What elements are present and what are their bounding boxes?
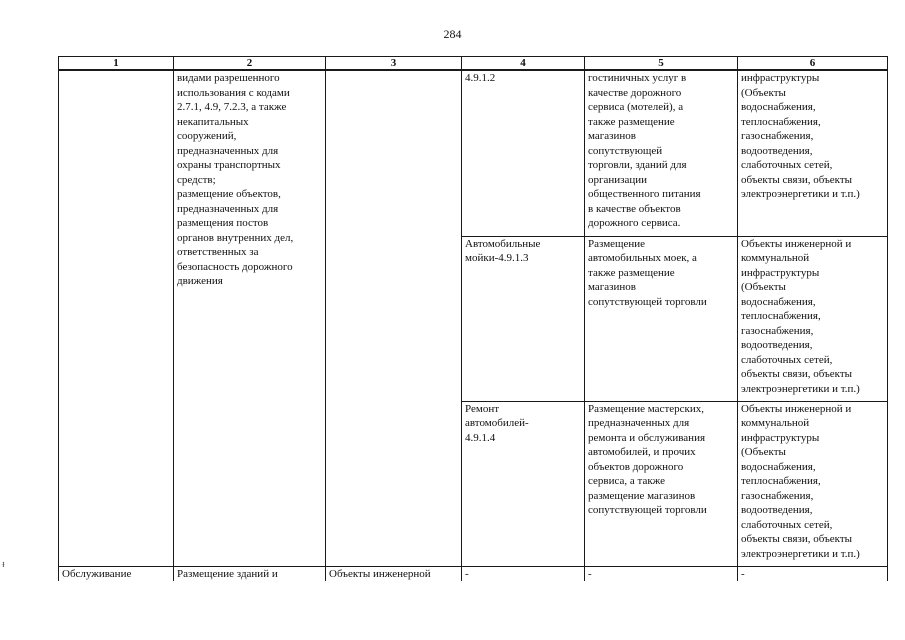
table-row (59, 566, 888, 581)
cell-restrictions: - (738, 566, 888, 581)
cell-use-description: гостиничных услуг в качестве дорожного сервиса (мотелей), а также размещение магазинов сопутствующей торговли, зданий для организации общественного питания в качестве объектов дорожного сервиса. (585, 70, 738, 236)
column-header-2: 2 (174, 57, 326, 71)
cell-main-use (59, 70, 174, 566)
cell-use-description: Размещение автомобильных моек, а также размещение магазинов сопутствующей торговли (585, 236, 738, 401)
cell-restrictions: Объекты инженерной и коммунальной инфраструктуры (Объекты водоснабжения, теплоснабжения, газоснабжения, водоотведения, слаботочных сетей, объекты связи, объекты электроэнергетики и т.п.) (738, 401, 888, 566)
cell-use-code: - (462, 566, 585, 581)
column-header-4: 4 (462, 57, 585, 71)
margin-mark: ᵻ (2, 559, 5, 570)
cell-use-description: Размещение мастерских, предназначенных для ремонта и обслуживания автомобилей, и прочих объектов дорожного сервиса, а также размещение магазинов сопутствующей торговли (585, 401, 738, 566)
cell-permitted-use-description: видами разрешенного использования с кодами 2.7.1, 4.9, 7.2.3, а также некапитальных сооружений, предназначенных для охраны транспортных средств; размещение объектов, предназначенных для размещения постов органов внутренних дел, ответственных за безопасность дорожного движения (174, 70, 326, 566)
page-number: 284 (443, 27, 462, 41)
cell-use-description: - (585, 566, 738, 581)
column-header-5: 5 (585, 57, 738, 71)
cell-restrictions: инфраструктуры (Объекты водоснабжения, теплоснабжения, газоснабжения, водоотведения, слаботочных сетей, объекты связи, объекты электроэнергетики и т.п.) (738, 70, 888, 236)
cell-permitted-use-description: Размещение зданий и (174, 566, 326, 581)
cell-use-code: Автомобильные мойки-4.9.1.3 (462, 236, 585, 401)
cell-auxiliary-use: Объекты инженерной (326, 566, 462, 581)
column-header-3: 3 (326, 57, 462, 71)
cell-auxiliary-use (326, 70, 462, 566)
cell-use-code: Ремонт автомобилей- 4.9.1.4 (462, 401, 585, 566)
column-header-1: 1 (59, 57, 174, 71)
table-header-row (59, 57, 888, 71)
table-row (59, 70, 888, 236)
cell-restrictions: Объекты инженерной и коммунальной инфраструктуры (Объекты водоснабжения, теплоснабжения, газоснабжения, водоотведения, слаботочных сетей, объекты связи, объекты электроэнергетики и т.п.) (738, 236, 888, 401)
cell-main-use: Обслуживание (59, 566, 174, 581)
cell-use-code: 4.9.1.2 (462, 70, 585, 236)
column-header-6: 6 (738, 57, 888, 71)
land-use-table (58, 56, 888, 581)
